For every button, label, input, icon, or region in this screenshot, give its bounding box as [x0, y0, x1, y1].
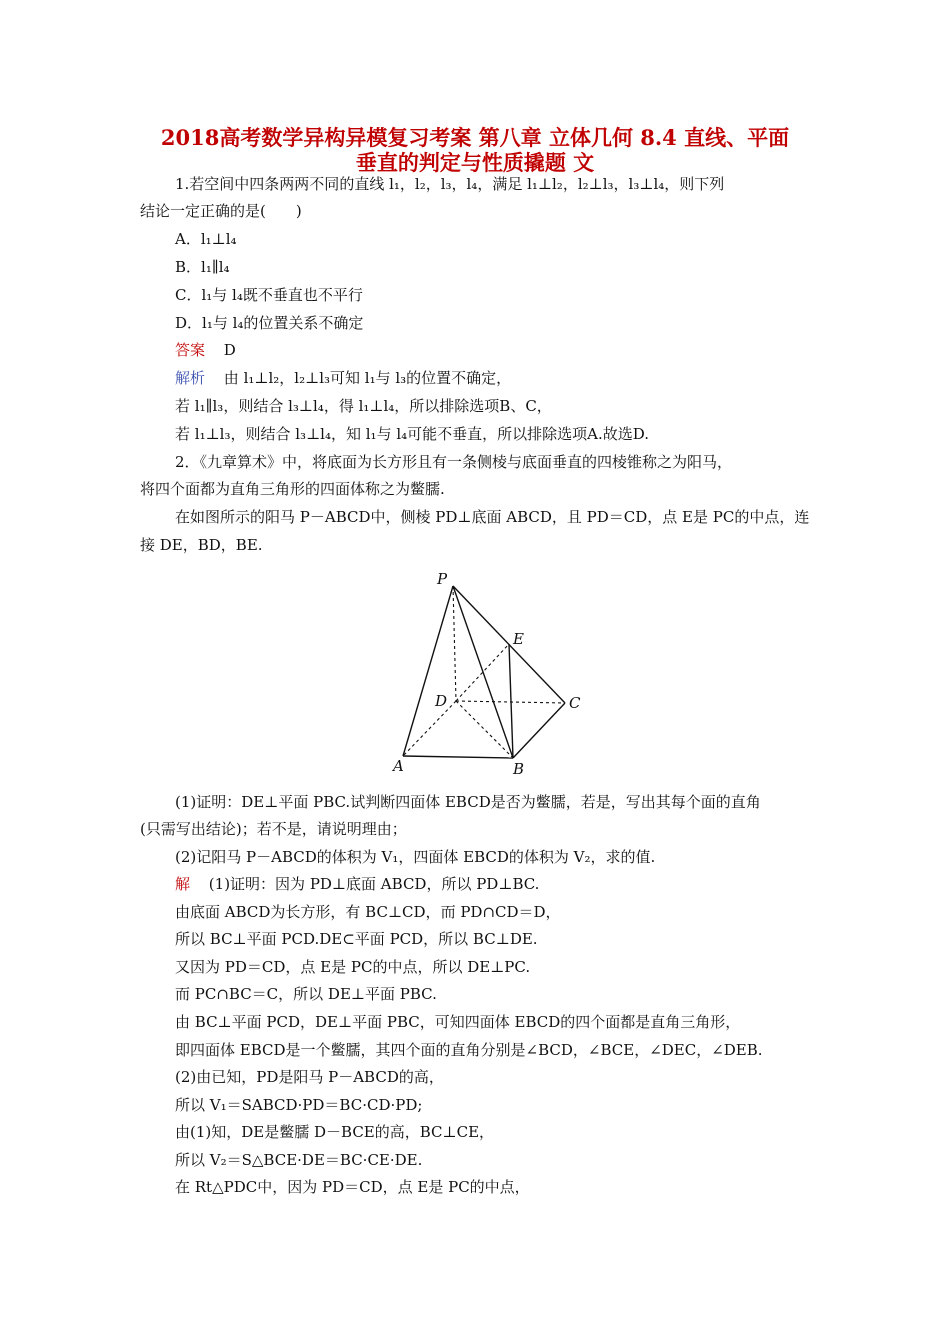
vertex-label-e: E [513, 630, 524, 648]
answer-label: 答案 [175, 341, 206, 359]
pyramid-diagram [383, 568, 581, 778]
document-title-line-1: 2018高考数学异构异模复习考案 第八章 立体几何 8.4 直线、平面 [160, 125, 790, 150]
q1-analysis-row [175, 368, 855, 388]
analysis-label: 解析 [175, 369, 206, 387]
solution-line-6: 由 BC⊥平面 PCD，DE⊥平面 PBC，可知四面体 EBCD的四个面都是直角三角形， [175, 1013, 741, 1031]
solution-text: (1)证明：因为 PD⊥底面 ABCD，所以 PD⊥BC. [208, 875, 540, 893]
solution-line-4: 又因为 PD＝CD，点 E是 PC的中点，所以 DE⊥PC. [175, 958, 531, 976]
q1-option-d: D．l₁与 l₄的位置关系不确定 [175, 314, 364, 332]
solution-line-12: 在 Rt△PDC中，因为 PD＝CD，点 E是 PC的中点， [175, 1178, 530, 1196]
q1-option-b: B．l₁∥l₄ [175, 258, 230, 276]
vertex-label-p: P [437, 570, 448, 588]
q2-stem: 2．《九章算术》中，将底面为长方形且有一条侧棱与底面垂直的四棱锥称之为阳马， [175, 453, 733, 471]
solution-line-10: 由(1)知，DE是鳖臑 D－BCE的高，BC⊥CE， [175, 1123, 495, 1141]
q1-stem-cont: 结论一定正确的是( ) [140, 202, 302, 220]
q2-stem-cont: 将四个面都为直角三角形的四面体称之为鳖臑. [140, 480, 445, 498]
solution-label: 解 [175, 875, 191, 893]
vertex-label-a: A [393, 757, 404, 775]
solution-line-7: 即四面体 EBCD是一个鳖臑，其四个面的直角分别是∠BCD，∠BCE，∠DEC，∠DEB. [175, 1041, 763, 1059]
answer-value: D [223, 341, 236, 359]
solution-line-3: 所以 BC⊥平面 PCD.DE⊂平面 PCD，所以 BC⊥DE. [175, 930, 538, 948]
q2-setup: 在如图所示的阳马 P－ABCD中，侧棱 PD⊥底面 ABCD，且 PD＝CD，点 E是 PC的中点，连 [175, 508, 810, 526]
vertex-label-d: D [435, 692, 448, 710]
q2-part2-question: (2)记阳马 P－ABCD的体积为 V₁，四面体 EBCD的体积为 V₂，求的值. [175, 848, 656, 866]
analysis-text: 由 l₁⊥l₂，l₂⊥l₃可知 l₁与 l₃的位置不确定， [223, 369, 512, 387]
q1-analysis-line-3: 若 l₁⊥l₃，则结合 l₃⊥l₄，知 l₁与 l₄可能不垂直，所以排除选项A.故选D. [175, 425, 650, 443]
pyramid-figure [383, 568, 581, 778]
vertex-label-c: C [569, 694, 581, 712]
q1-stem: 1.若空间中四条两两不同的直线 l₁，l₂，l₃，l₄，满足 l₁⊥l₂，l₂⊥l₃，l₃⊥l₄，则下列 [175, 175, 725, 193]
q2-part1-question: (1)证明：DE⊥平面 PBC.试判断四面体 EBCD是否为鳖臑，若是，写出其每个面的直角 [175, 793, 761, 811]
q1-option-c: C．l₁与 l₄既不垂直也不平行 [175, 286, 363, 304]
vertex-label-b: B [513, 760, 525, 778]
document-title-line-2: 垂直的判定与性质撬题 文 [355, 150, 595, 175]
solution-line-2: 由底面 ABCD为长方形，有 BC⊥CD，而 PD∩CD＝D， [175, 903, 561, 921]
solution-line-9: 所以 V₁＝SABCD·PD＝BC·CD·PD; [175, 1096, 423, 1114]
q2-setup-cont: 接 DE，BD，BE. [140, 536, 263, 554]
solution-line-11: 所以 V₂＝S△BCE·DE＝BC·CE·DE. [175, 1151, 423, 1169]
solution-line-8: (2)由已知，PD是阳马 P－ABCD的高， [175, 1068, 444, 1086]
q1-answer-row [175, 340, 855, 360]
q2-part1-question-cont: (只需写出结论)；若不是，请说明理由； [140, 820, 407, 838]
q1-option-a: A．l₁⊥l₄ [175, 230, 237, 248]
q1-analysis-line-2: 若 l₁∥l₃，则结合 l₃⊥l₄，得 l₁⊥l₄，所以排除选项B、C， [175, 397, 552, 415]
solution-line-5: 而 PC∩BC＝C，所以 DE⊥平面 PBC. [175, 985, 437, 1003]
solution-row [175, 874, 855, 894]
